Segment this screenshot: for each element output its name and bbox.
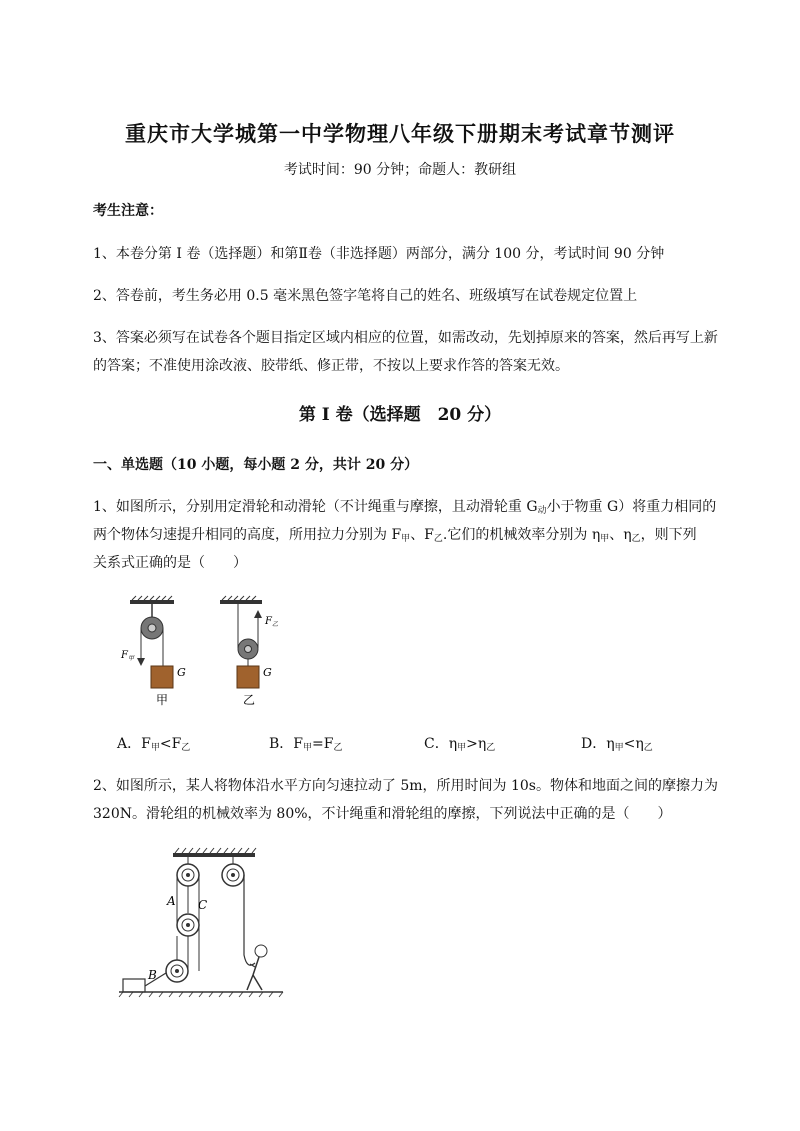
section-title: 第 I 卷（选择题 20 分） — [298, 405, 502, 425]
notice-item: 1、本卷分第 I 卷（选择题）和第Ⅱ卷（非选择题）两部分，满分 100 分，考试时间 90 分钟 — [93, 246, 665, 262]
movable-pulley-diagram — [220, 596, 278, 707]
part-heading: 一、单选题（10 小题，每小题 2 分，共计 20 分） — [93, 457, 419, 473]
notice-heading: 考生注意： — [93, 203, 163, 219]
block-yi — [237, 666, 259, 688]
notice-item: 3、答案必须写在试卷各个题目指定区域内相应的位置，如需改动，先划掉原来的答案，然后再写上新 — [93, 330, 718, 346]
force-label-yi: $F_乙$ — [265, 616, 278, 628]
question-2-line-2: 320N。滑轮组的机械效率为 80%，不计绳重和滑轮组的摩擦，下列说法中正确的是（ ） — [93, 806, 672, 822]
option-a[interactable]: A．$F_甲<F_乙$ — [117, 736, 191, 753]
option-c[interactable]: C．$\eta_甲>\eta_乙$ — [424, 736, 496, 753]
exam-title: 重庆市大学城第一中学物理八年级下册期末考试章节测评 — [125, 121, 675, 146]
label-b: B — [148, 968, 157, 982]
question-1-line-3: 关系式正确的是（ ） — [93, 555, 247, 571]
block-jia — [151, 666, 173, 688]
weight-label-jia: G — [177, 666, 186, 679]
question-1-line-2: 两个物体匀速提升相同的高度，所用拉力分别为 $F_甲$、$F_乙$.它们的机械效率分别为 $\eta_甲$、$\eta_乙$，则下列 — [93, 527, 697, 544]
label-c: C — [198, 898, 208, 912]
label-a: A — [167, 894, 176, 908]
weight-label-yi: G — [263, 666, 272, 679]
fixed-pulley-diagram — [120, 596, 186, 707]
question-1-line-1: 1、如图所示，分别用定滑轮和动滑轮（不计绳重与摩擦，且动滑轮重 $G_动$小于物重 G）将重力相同的 — [93, 499, 717, 516]
caption-yi: 乙 — [243, 693, 256, 707]
exam-subtitle: 考试时间：90 分钟；命题人：教研组 — [283, 162, 517, 178]
caption-jia: 甲 — [156, 693, 169, 707]
notice-item: 的答案；不准使用涂改液、胶带纸、修正带，不按以上要求作答的答案无效。 — [93, 358, 569, 374]
notice-item: 2、答卷前，考生务必用 0.5 毫米黑色签字笔将自己的姓名、班级填写在试卷规定位置上 — [93, 288, 638, 304]
question-2-line-1: 2、如图所示，某人将物体沿水平方向匀速拉动了 5m，所用时间为 10s。物体和地面之间的摩擦力为 — [93, 778, 718, 794]
q1-pulley-figure — [115, 592, 300, 710]
option-d[interactable]: D．$\eta_甲<\eta_乙$ — [581, 736, 653, 753]
option-b[interactable]: B．$F_甲=F_乙$ — [269, 736, 343, 753]
q2-pulley-system-figure — [115, 845, 290, 1000]
force-label-jia: $F_甲$ — [121, 650, 134, 662]
